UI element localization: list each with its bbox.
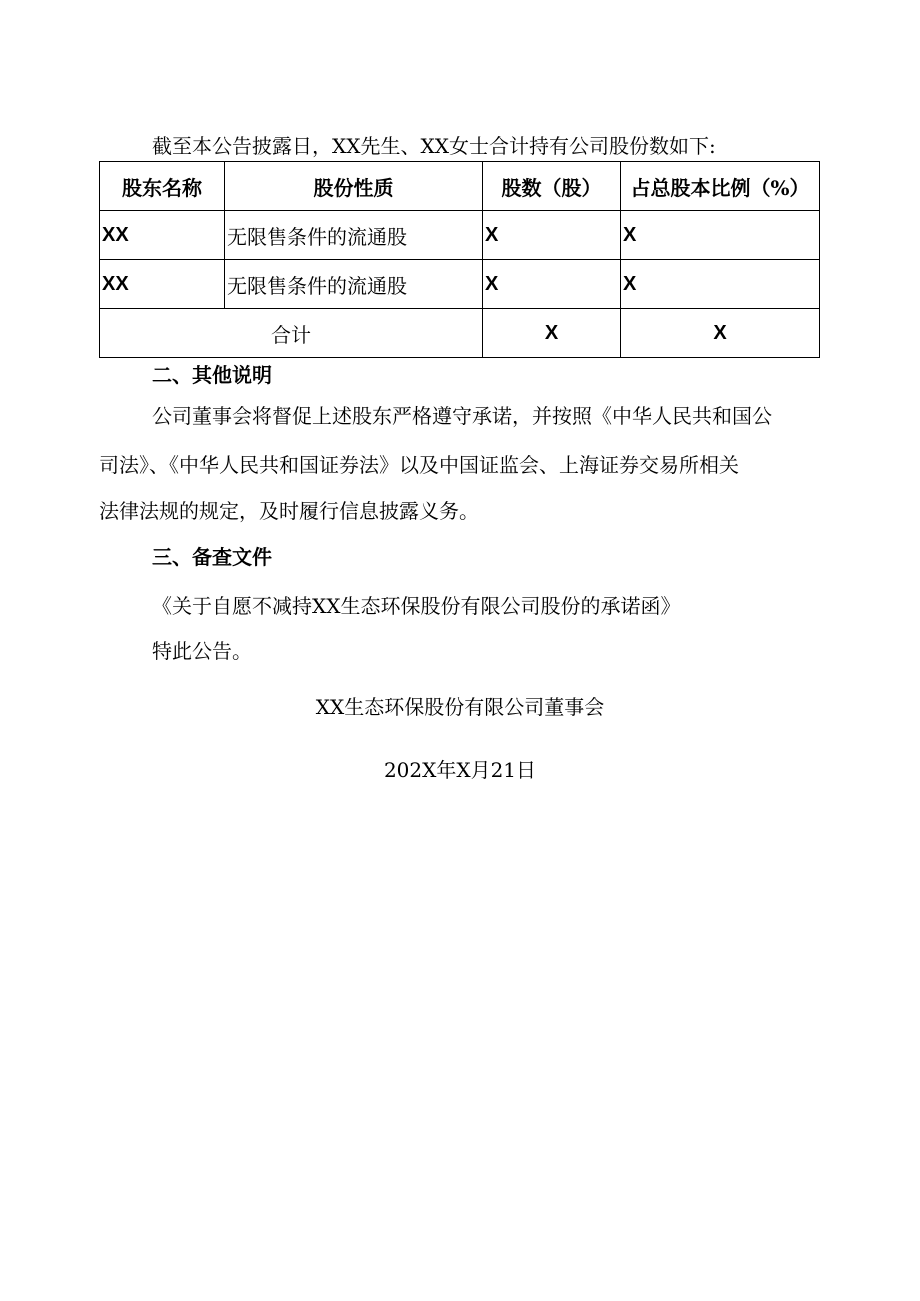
intro-paragraph: 截至本公告披露日，XX先生、XX女士合计持有公司股份数如下: <box>152 134 716 158</box>
share-type-cell: 无限售条件的流通股 <box>225 211 483 260</box>
section-heading-other-notes: 二、其他说明 <box>152 363 272 387</box>
board-signature: XX生态环保股份有限公司董事会 <box>315 695 605 719</box>
section-heading-reference-documents: 三、备查文件 <box>152 545 272 569</box>
shareholding-table <box>99 161 820 358</box>
reference-document-title: 《关于自愿不减持XX生态环保股份有限公司股份的承诺函》 <box>152 594 681 618</box>
table-row <box>100 260 820 309</box>
share-count-cell: X <box>483 211 621 260</box>
notes-paragraph-line: 司法》、《中华人民共和国证券法》以及中国证监会、上海证券交易所相关 <box>99 453 739 477</box>
shareholder-name-cell: XX <box>100 260 225 309</box>
share-type-cell: 无限售条件的流通股 <box>225 260 483 309</box>
announcement-date: 202X年X月21日 <box>383 758 537 782</box>
total-label-cell: 合计 <box>100 309 483 358</box>
share-count-cell: X <box>483 260 621 309</box>
header-shareholder-name: 股东名称 <box>100 162 225 211</box>
header-share-type: 股份性质 <box>225 162 483 211</box>
table-row <box>100 211 820 260</box>
table-header-row <box>100 162 820 211</box>
header-share-count: 股数（股） <box>483 162 621 211</box>
total-shares-cell: X <box>483 309 621 358</box>
notes-paragraph-line: 法律法规的规定，及时履行信息披露义务。 <box>99 499 479 523</box>
shareholder-name-cell: XX <box>100 211 225 260</box>
share-ratio-cell: X <box>621 211 820 260</box>
share-ratio-cell: X <box>621 260 820 309</box>
header-share-ratio: 占总股本比例（%） <box>621 162 820 211</box>
closing-statement: 特此公告。 <box>152 639 252 663</box>
total-ratio-cell: X <box>621 309 820 358</box>
table-total-row <box>100 309 820 358</box>
notes-paragraph-line: 公司董事会将督促上述股东严格遵守承诺，并按照《中华人民共和国公 <box>152 404 772 428</box>
